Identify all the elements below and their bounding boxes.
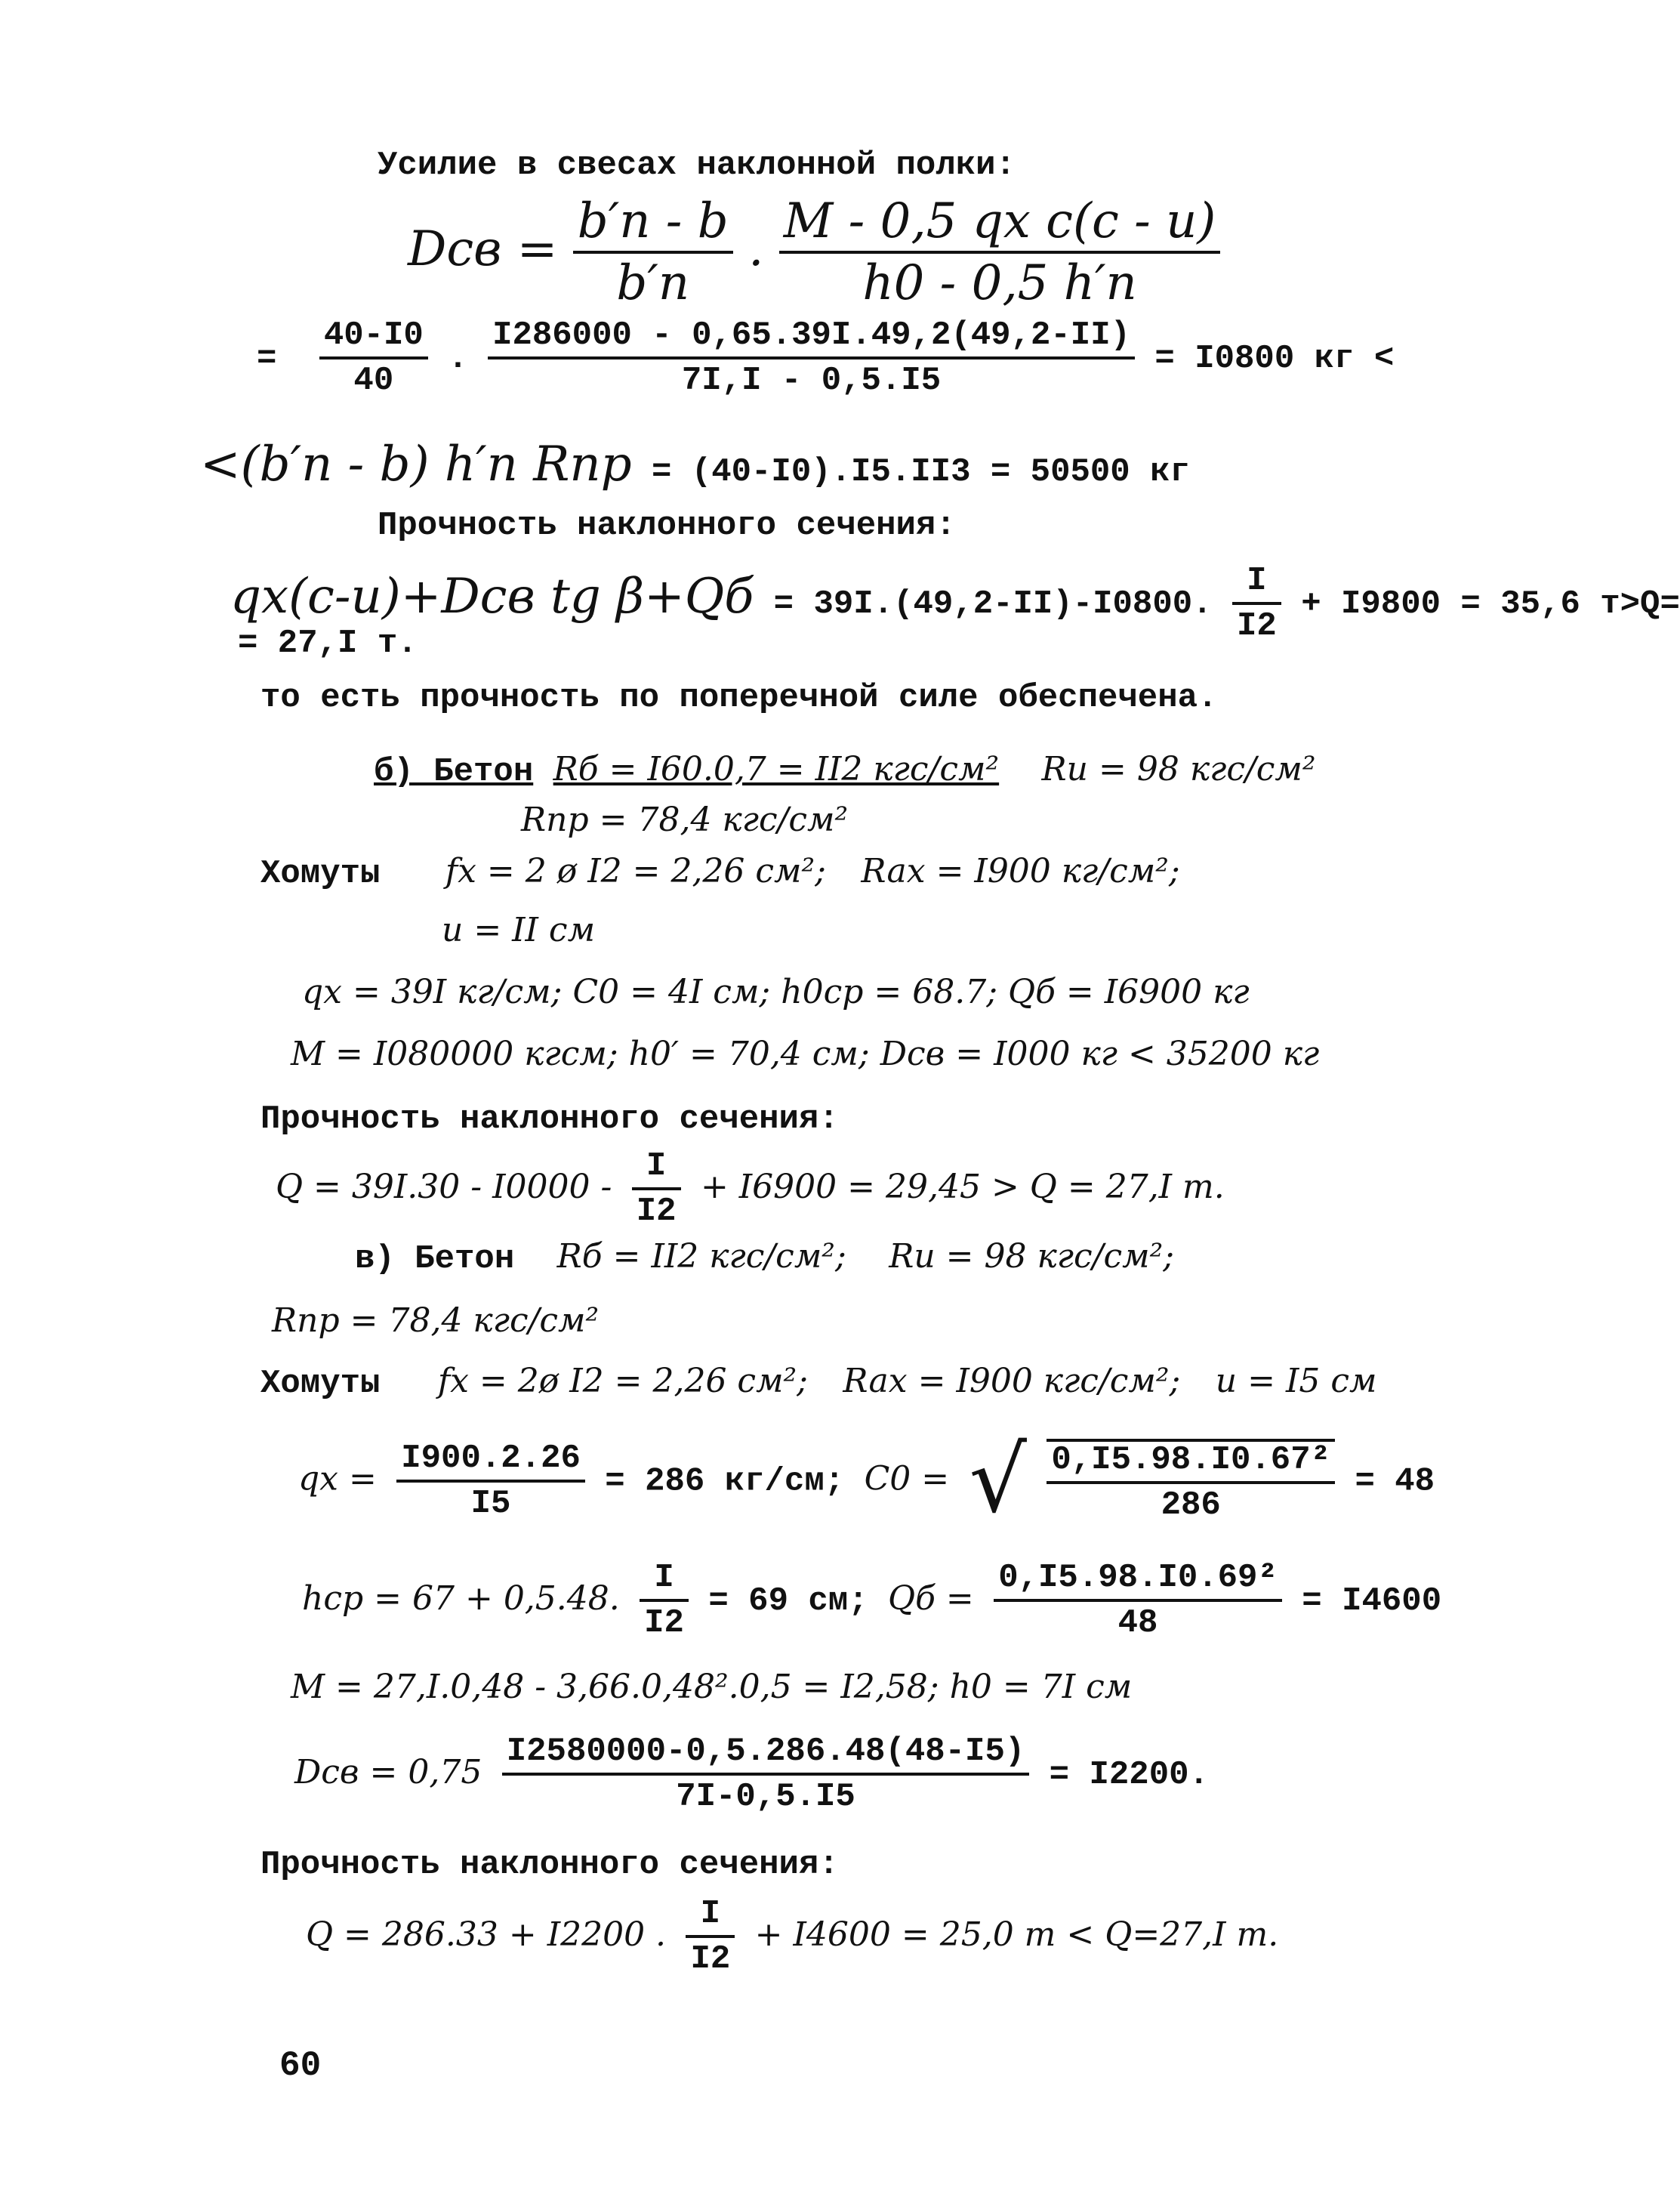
strength-line-3 (306, 1896, 1278, 1978)
fraction-m (779, 195, 1221, 310)
strength-line-2 (276, 1148, 1225, 1230)
c0-lhs: C0 = (864, 1459, 950, 1498)
qb-frac-num: 0,I5.98.I0.69² (994, 1560, 1282, 1602)
fraction-b-den: b′n (616, 255, 690, 312)
hcp-lhs: hср = 67 + 0,5.48. (302, 1579, 620, 1619)
stirrups-u-c: u = I5 см (1215, 1362, 1377, 1400)
numeric-frac1-num: 40-I0 (319, 317, 428, 360)
strength-2-frac (632, 1148, 681, 1230)
section-b-ru: Ru = 98 кгс/см² (1041, 750, 1316, 788)
heading-strength-1: Прочность наклонного сечения: (378, 507, 956, 545)
heading-strength-2: Прочность наклонного сечения: (260, 1100, 839, 1138)
qx-frac (396, 1440, 585, 1523)
strength-3-part-a: Q = 286.33 + I2200 . (306, 1915, 667, 1955)
section-b-rb: Rб = I60.0,7 = II2 кгс/см² (553, 750, 1000, 788)
qb-rhs: = I4600 (1302, 1582, 1442, 1621)
stirrups-u-b: u = II см (442, 911, 596, 949)
qb-lhs: Qб = (888, 1579, 974, 1619)
section-c-rb: Rб = II2 кгс/см²; (556, 1237, 846, 1276)
heading-strength-3: Прочность наклонного сечения: (260, 1846, 839, 1884)
strength-2-frac-num: I (632, 1148, 681, 1190)
qx-frac-den: I5 (470, 1485, 511, 1523)
section-b-line1 (374, 751, 1316, 790)
section-c-line1 (355, 1239, 1174, 1277)
hcp-rhs: = 69 см; (708, 1582, 868, 1621)
dcv-c-lhs: Dсв = 0,75 (294, 1753, 482, 1792)
section-b-rpr: Rпр = 78,4 кгс/см² (521, 801, 849, 839)
qx-c0-line (298, 1428, 1435, 1533)
strength-frac (1232, 563, 1281, 645)
hcp-qb-line (302, 1560, 1441, 1642)
strength-line-1b: = 27,I т. (238, 625, 418, 662)
section-c-label: в) Бетон (355, 1240, 515, 1278)
numeric-dcv: = $\frac{40-I0}{40}$ . $\frac{I286000 - 0,65.39I.49,2(49,2-II)}{7I,I - 0,5.I5}$ = I0800 кг < (257, 316, 1395, 400)
section-c-stirrups (260, 1363, 1376, 1402)
stirrups-rax-b: Rax = I900 кг/см²; (861, 852, 1180, 890)
strength-2-frac-den: I2 (636, 1193, 677, 1231)
hcp-frac (640, 1560, 689, 1642)
qx-frac-num: I900.2.26 (396, 1440, 585, 1483)
qx-lhs: qx = (298, 1459, 377, 1498)
strength-part-a: = 39I.(49,2-II)-I0800. (773, 585, 1213, 624)
numeric-frac1 (319, 317, 428, 400)
condition-rhs: = (40-I0).I5.II3 = 50500 кг (652, 453, 1190, 491)
strength-frac-num: I (1232, 563, 1281, 605)
numeric-eq: = (257, 340, 277, 378)
strength-3-part-b: + I4600 = 25,0 т < Q=27,I т. (754, 1915, 1279, 1955)
strength-3-frac-den: I2 (690, 1940, 731, 1979)
condition-lhs: <(b′n - b) h′n Rпр (200, 437, 632, 492)
section-c-rpr: Rпр = 78,4 кгс/см² (272, 1301, 600, 1340)
section-b-qline: qx = 39I кг/см; C0 = 4I см; h0ср = 68.7; Qб = I6900 кг (302, 973, 1250, 1011)
c0-frac (1047, 1442, 1335, 1524)
section-b-mline: M = I080000 кгсм; h0′ = 70,4 см; Dсв = I000 кг < 35200 кг (291, 1035, 1320, 1073)
formula-dcv (408, 195, 1220, 310)
dcv-dot: . (748, 221, 764, 277)
strength-part-b: + I9800 = 35,6 т>Q= (1301, 585, 1680, 624)
condition-line (200, 438, 1190, 491)
fraction-b (573, 195, 733, 310)
dcv-eq: = (516, 221, 558, 277)
stirrups-fx-b: fx = 2 ø I2 = 2,26 см²; (445, 852, 826, 890)
qb-frac-den: 48 (1117, 1604, 1158, 1643)
numeric-result: = I0800 кг < (1154, 340, 1395, 378)
section-b-label: б) Бетон (374, 753, 534, 791)
strength-3-frac-num: I (686, 1896, 735, 1938)
dcv-c-frac-den: 7I-0,5.I5 (676, 1778, 855, 1816)
dcv-c-rhs: = I2200. (1049, 1756, 1209, 1795)
stirrups-rax-c: Rax = I900 кгс/см²; (843, 1362, 1181, 1400)
stirrups-label-c: Хомуты (260, 1365, 381, 1403)
section-c-mline: M = 27,I.0,48 - 3,66.0,48².0,5 = I2,58; h0 = 7I см (291, 1668, 1133, 1706)
c0-frac-den: 286 (1161, 1486, 1221, 1524)
section-b-stirrups (260, 853, 1180, 892)
strength-2-part-a: Q = 39I.30 - I0000 - (276, 1168, 612, 1207)
qx-rhs: = 286 кг/см; (605, 1462, 845, 1501)
strength-frac-den: I2 (1236, 607, 1277, 646)
strength-3-frac (686, 1896, 735, 1978)
section-c-ru: Ru = 98 кгс/см²; (889, 1237, 1175, 1276)
sqrt-radical (969, 1428, 1335, 1533)
conclusion: то есть прочность по поперечной силе обеспечена. (260, 679, 1218, 717)
stirrups-label-b: Хомуты (260, 855, 381, 893)
hcp-frac-num: I (640, 1560, 689, 1602)
dcv-c-line (294, 1733, 1209, 1816)
fraction-m-num: M - 0,5 qx c(c - u) (779, 195, 1221, 254)
strength-lhs: qx(c-u)+Dсв tg β+Qб (230, 569, 754, 625)
hcp-frac-den: I2 (644, 1604, 684, 1643)
numeric-frac2 (488, 317, 1135, 400)
numeric-frac2-den: 7I,I - 0,5.I5 (681, 362, 942, 400)
dcv-lhs: Dсв (408, 221, 502, 277)
dcv-c-frac (502, 1733, 1030, 1816)
strength-line-1 (230, 563, 1680, 645)
c0-frac-num: 0,I5.98.I0.67² (1047, 1442, 1335, 1484)
numeric-frac1-den: 40 (353, 362, 394, 400)
fraction-b-num: b′n - b (573, 195, 733, 254)
fraction-m-den: h0 - 0,5 h′n (862, 255, 1137, 312)
qb-frac (994, 1560, 1282, 1642)
c0-rhs: = 48 (1355, 1462, 1435, 1501)
numeric-frac2-num: I286000 - 0,65.39I.49,2(49,2-II) (488, 317, 1135, 360)
heading-force: Усилие в свесах наклонной полки: (378, 147, 1016, 184)
strength-2-part-b: + I6900 = 29,45 > Q = 27,I т. (700, 1168, 1225, 1207)
page-number: 60 (279, 2046, 322, 2085)
sqrt-icon: √ (969, 1428, 1027, 1533)
stirrups-fx-c: fx = 2ø I2 = 2,26 см²; (437, 1362, 809, 1400)
dcv-c-frac-num: I2580000-0,5.286.48(48-I5) (502, 1733, 1030, 1776)
